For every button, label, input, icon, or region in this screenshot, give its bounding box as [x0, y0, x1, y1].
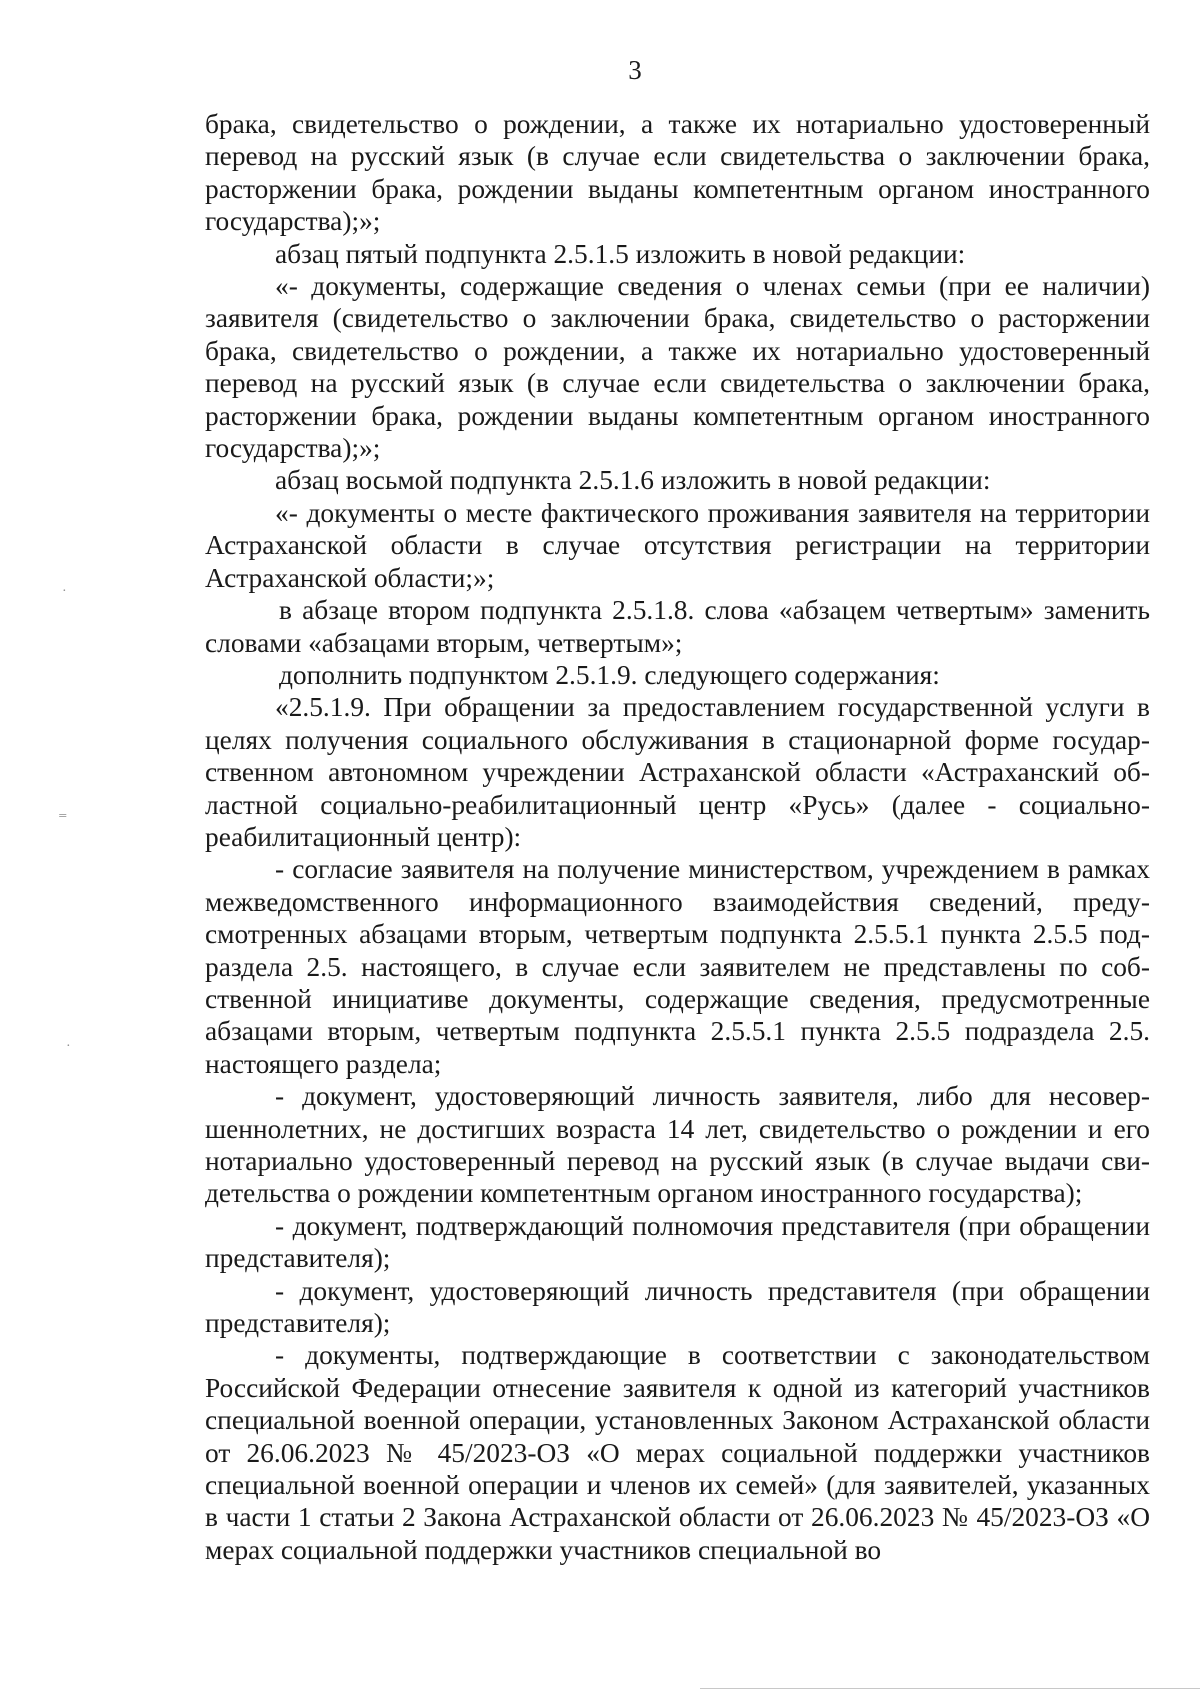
paragraph-svo-participant-documents: - документы, подтверждающие в соответствии с законодательством Российской Федерации отнесение заявителя к одной из категорий участников специальной военной операции, установленных Законом Астраханской области от 26.06.2023 № 45/2023-ОЗ «О мерах социальной поддержки участников специальной военной операции и членов их семей» (для заявителей, указанных в части 1 статьи 2 Закона Астраханской области от 26.06.2023 № 45/2023-ОЗ «О мерах социальной поддержки участников специальной во [205, 1340, 1150, 1565]
scan-edge-line [700, 1688, 1200, 1689]
paragraph-2-5-1-9: «2.5.1.9. При обращении за предоставлением государственной услуги в целях получения социального обслуживания в стационарной форме государственном автономном учреждении Астраханской области «Астраханский областной социально-реабилитационный центр «Русь» (далее - социально-реабилитационный центр): [205, 692, 1150, 852]
paragraph-residence-documents: «- документы о месте фактического проживания заявителя на территории Астраханской области в случае отсутствия регистрации на территории Астраханской области;»; [205, 497, 1150, 593]
paragraph-representative-authority: - документ, подтверждающий полномочия представителя (при обращении представителя); [205, 1210, 1150, 1274]
scan-artifact-mark: ⁼ [58, 809, 68, 829]
paragraph-applicant-consent: - согласие заявителя на получение министерством, учреждением в рамках межведомственного информационного взаимодействия сведений, предусмотренных абзацами вторым, четвертым подпункта 2.5.5.1 пункта 2.5.5 подраздела 2.5. настоящего, в случае если заявителем не представлены по собственной инициативе документы, содержащие сведения, предусмотренные абзацами вторым, четвертым подпункта 2.5.5.1 пункта 2.5.5 подраздела 2.5. настоящего раздела; [205, 854, 1150, 1079]
scan-artifact-mark: · [66, 1039, 71, 1054]
paragraph-amendment-2-5-1-8: в абзаце втором подпункта 2.5.1.8. слова «абзацем четвертым» заменить словами «абзацами вторым, четвертым»; [205, 595, 1150, 658]
page-number: 3 [628, 55, 642, 85]
paragraph-amendment-2-5-1-6: абзац восьмой подпункта 2.5.1.6 изложить в новой редакции: [275, 465, 991, 496]
scan-artifact-mark: · [62, 584, 67, 599]
paragraph-add-2-5-1-9: дополнить подпунктом 2.5.1.9. следующего содержания: [279, 659, 940, 690]
paragraph-continuation: брака, свидетельство о рождении, а также их нотариально удостоверенный перевод на русский язык (в случае если свидетельства о заключении брака, расторжении брака, рождении выданы компетентным органом иностранного государства);»; [205, 109, 1150, 237]
paragraph-identity-document: - документ, удостоверяющий личность заявителя, либо для несовершеннолетних, не достигших возраста 14 лет, свидетельство о рождении и его нотариально удостоверенный перевод на русский язык (в случае выдачи свидетельства о рождении компетентным органом иностранного государства); [205, 1081, 1150, 1209]
paragraph-family-documents: «- документы, содержащие сведения о членах семьи (при ее наличии) заявителя (свидетельство о заключении брака, свидетельство о расторжении брака, свидетельство о рождении, а также их нотариально удостоверенный перевод на русский язык (в случае если свидетельства о заключении брака, расторжении брака, рождении выданы компетентным органом иностранного государства);»; [205, 271, 1150, 464]
document-body [205, 108, 1150, 1566]
paragraph-amendment-2-5-1-5: абзац пятый подпункта 2.5.1.5 изложить в новой редакции: [275, 238, 966, 269]
paragraph-representative-identity: - документ, удостоверяющий личность представителя (при обращении представителя); [205, 1275, 1150, 1339]
